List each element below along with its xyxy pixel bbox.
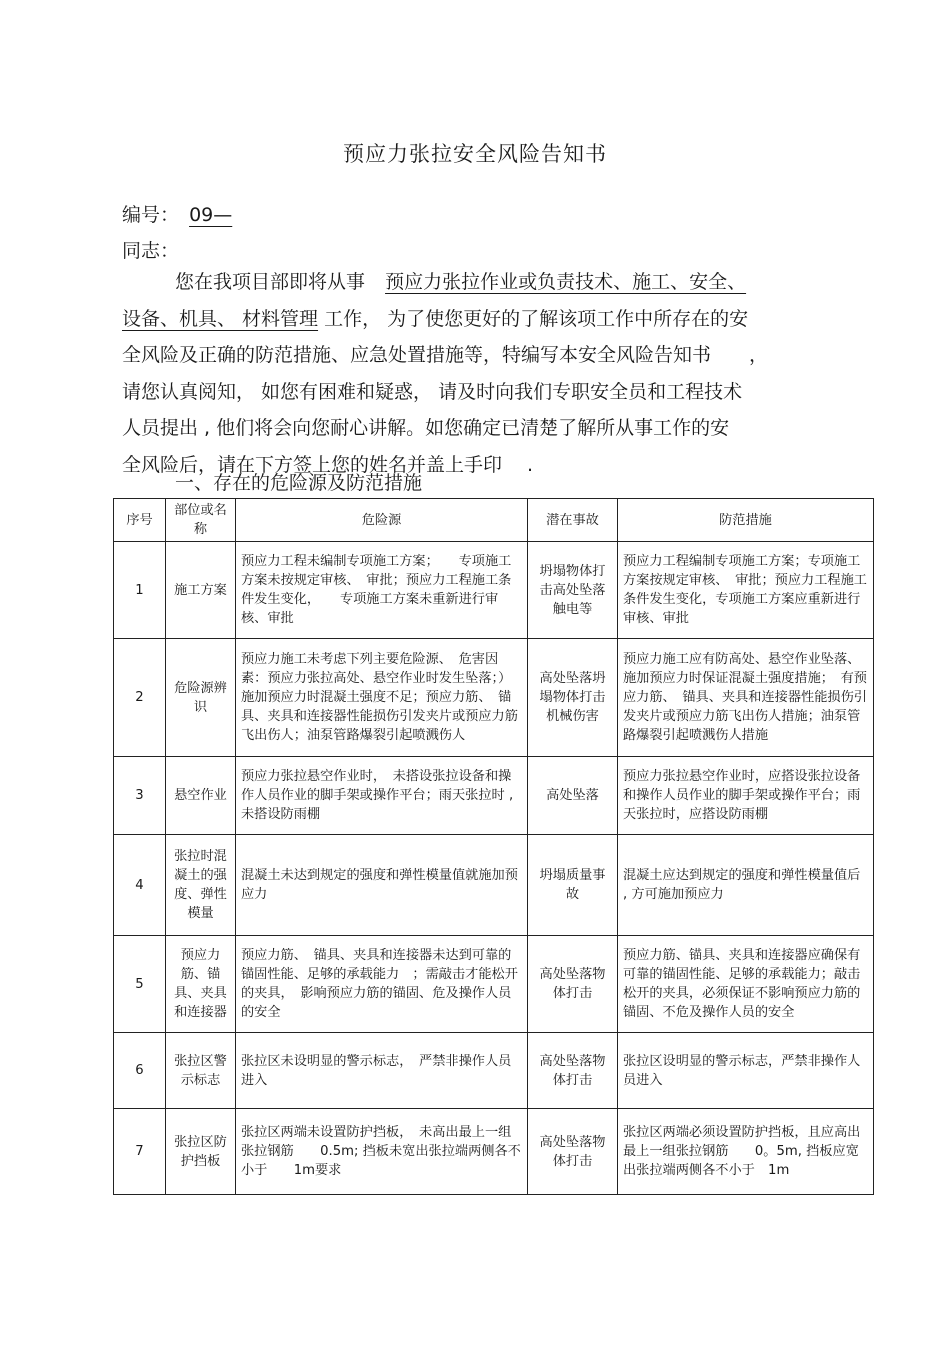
salutation: 同志： <box>122 240 180 262</box>
header-measures: 防范措施 <box>618 499 874 542</box>
intro-paragraph <box>122 264 822 483</box>
row-accident: 高处坠落坍塌物体打击机械伤害 <box>528 639 618 757</box>
row-hazard: 预应力工程未编制专项施工方案； 专项施工方案未按规定审核、 审批；预应力工程施工条件发生变化， 专项施工方案未重新进行审核、审批 <box>236 542 528 639</box>
row-measures: 张拉区两端必须设置防护挡板，且应高出最上一组张拉钢筋 0。5m, 挡板应宽出张拉端两侧各不小于 1m <box>618 1109 874 1195</box>
table-row <box>114 1033 874 1109</box>
row-measures: 张拉区设明显的警示标志，严禁非操作人员进入 <box>618 1033 874 1109</box>
intro-line-5: 人员提出 , 他们将会向您耐心讲解。如您确定已清楚了解所从事工作的安 <box>122 417 730 439</box>
row-part: 预应力筋、锚具、夹具和连接器 <box>166 936 236 1033</box>
table-row <box>114 1109 874 1195</box>
document-number <box>122 200 232 227</box>
number-value: 09— <box>189 204 233 226</box>
intro-line-1 <box>122 264 822 301</box>
row-part: 悬空作业 <box>166 757 236 835</box>
intro-line-4: 请您认真阅知， 如您有困难和疑惑， 请及时向我们专职安全员和工程技术 <box>122 380 743 403</box>
row-measures: 预应力张拉悬空作业时，应搭设张拉设备和操作人员作业的脚手架或操作平台；雨天张拉时，应搭设防雨棚 <box>618 757 874 835</box>
header-part: 部位或名称 <box>166 499 236 542</box>
row-part: 张拉区警示标志 <box>166 1033 236 1109</box>
row-accident: 高处坠落 <box>528 757 618 835</box>
number-label: 编号： <box>122 204 180 226</box>
row-no: 5 <box>114 936 166 1033</box>
row-no: 1 <box>114 542 166 639</box>
intro-line-3: 全风险及正确的防范措施、应急处置措施等，特编写本安全风险告知书 ， <box>122 344 769 366</box>
row-measures: 混凝土应达到规定的强度和弹性模量值后 , 方可施加预应力 <box>618 835 874 936</box>
intro-line-2-suffix: 工作， 为了使您更好的了解该项工作中所存在的安 <box>324 307 749 330</box>
row-part: 危险源辨识 <box>166 639 236 757</box>
section-heading: 一、存在的危险源及防范措施 <box>175 472 423 494</box>
header-no: 序号 <box>114 499 166 542</box>
row-accident: 高处坠落物体打击 <box>528 1109 618 1195</box>
row-accident: 高处坠落物体打击 <box>528 1033 618 1109</box>
intro-line-1-prefix: 您在我项目部即将从事 <box>175 271 366 293</box>
table-row <box>114 542 874 639</box>
row-accident: 坍塌物体打击高处坠落触电等 <box>528 542 618 639</box>
row-part: 张拉区防护挡板 <box>166 1109 236 1195</box>
table-row <box>114 639 874 757</box>
row-part: 张拉时混凝土的强度、弹性模量 <box>166 835 236 936</box>
table-header-row <box>114 499 874 542</box>
header-accident: 潜在事故 <box>528 499 618 542</box>
row-no: 2 <box>114 639 166 757</box>
row-accident: 坍塌质量事故 <box>528 835 618 936</box>
row-measures: 预应力筋、锚具、夹具和连接器应确保有可靠的锚固性能、足够的承载能力；敲击松开的夹具，必须保证不影响预应力筋的锚固、不危及操作人员的安全 <box>618 936 874 1033</box>
hazard-table <box>113 498 874 1195</box>
row-accident: 高处坠落物体打击 <box>528 936 618 1033</box>
row-no: 4 <box>114 835 166 936</box>
document-title: 预应力张拉安全风险告知书 <box>343 142 607 166</box>
row-measures: 预应力工程编制专项施工方案；专项施工方案按规定审核、 审批；预应力工程施工条件发生变化，专项施工方案应重新进行审核、审批 <box>618 542 874 639</box>
row-hazard: 混凝土未达到规定的强度和弹性模量值就施加预应力 <box>236 835 528 936</box>
row-hazard: 张拉区未设明显的警示标志， 严禁非操作人员进入 <box>236 1033 528 1109</box>
row-measures: 预应力施工应有防高处、悬空作业坠落、施加预应力时保证混凝土强度措施； 有预应力筋、 锚具、夹具和连接器性能损伤引发夹片或预应力筋飞出伤人措施；油泵管路爆裂引起喷溅伤人措施 <box>618 639 874 757</box>
table-row <box>114 835 874 936</box>
row-hazard: 预应力施工未考虑下列主要危险源、 危害因素：预应力张拉高处、悬空作业时发生坠落；）施加预应力时混凝土强度不足；预应力筋、 锚具、夹具和连接器性能损伤引发夹片或预应力筋飞出伤人；油泵管路爆裂引起喷溅伤人 <box>236 639 528 757</box>
row-no: 7 <box>114 1109 166 1195</box>
intro-line-6: 全风险后，请在下方签上您的姓名并盖上手印 . <box>122 453 534 476</box>
row-hazard: 预应力张拉悬空作业时， 未搭设张拉设备和操作人员作业的脚手架或操作平台；雨天张拉时 , 未搭设防雨棚 <box>236 757 528 835</box>
row-hazard: 预应力筋、 锚具、夹具和连接器未达到可靠的锚固性能、足够的承载能力 ；需敲击才能松开的夹具， 影响预应力筋的锚固、危及操作人员的安全 <box>236 936 528 1033</box>
row-hazard: 张拉区两端未设置防护挡板， 未高出最上一组张拉钢筋 0.5m; 挡板未宽出张拉端两侧各不小于 1m要求 <box>236 1109 528 1195</box>
work-scope-underlined: 预应力张拉作业或负责技术、施工、安全、 <box>385 271 747 293</box>
table-row <box>114 757 874 835</box>
header-hazard: 危险源 <box>236 499 528 542</box>
row-no: 3 <box>114 757 166 835</box>
table-row <box>114 936 874 1033</box>
row-no: 6 <box>114 1033 166 1109</box>
intro-line-2 <box>122 301 822 338</box>
work-scope-underlined-cont: 设备、机具、 材料管理 <box>122 307 319 330</box>
row-part: 施工方案 <box>166 542 236 639</box>
